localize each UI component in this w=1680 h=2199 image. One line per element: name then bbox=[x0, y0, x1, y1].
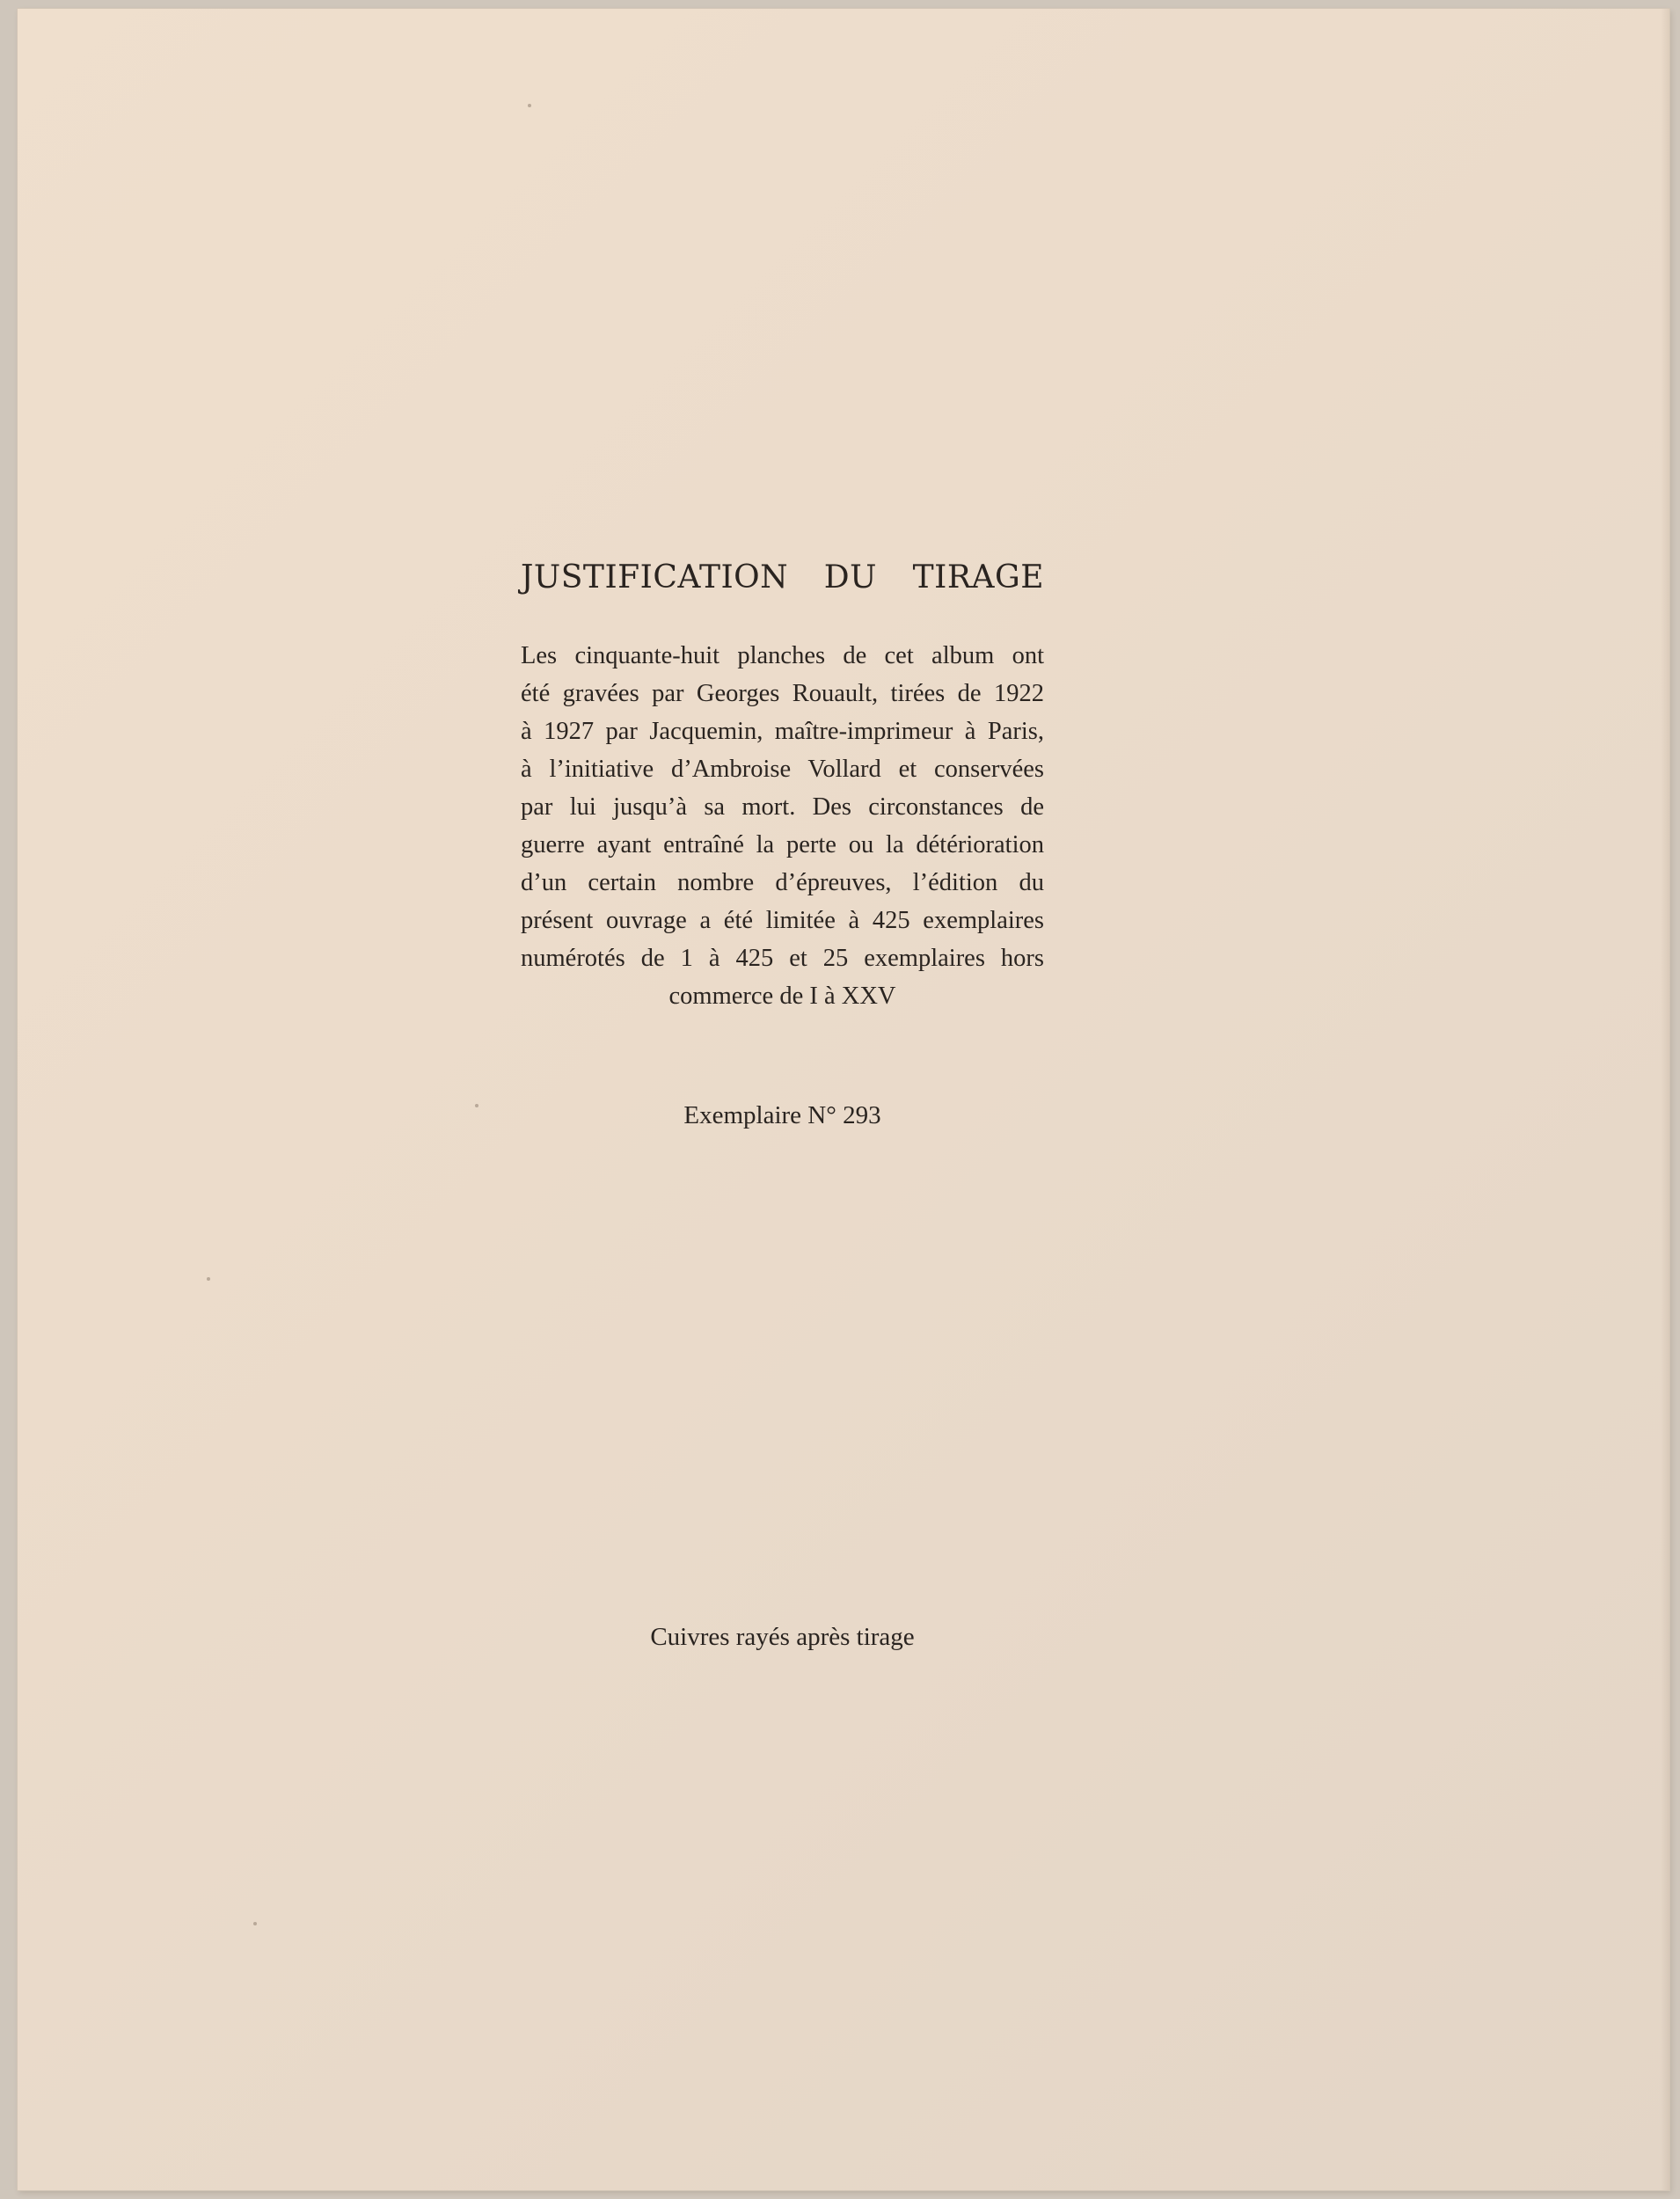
paragraph-line: à l’initiative d’Ambroise Vollard et conservées bbox=[521, 756, 1044, 783]
paragraph-line: à 1927 par Jacquemin, maître-imprimeur à Paris, bbox=[521, 718, 1044, 745]
paragraph-line: commerce de I à XXV bbox=[668, 983, 896, 1010]
copy-number: Exemplaire N° 293 bbox=[683, 1101, 881, 1129]
justification-paragraph bbox=[521, 637, 1044, 1015]
paragraph-line: guerre ayant entraîné la perte ou la détérioration bbox=[521, 831, 1044, 858]
document-title: JUSTIFICATION DU TIRAGE bbox=[521, 559, 1044, 595]
paragraph-line: par lui jusqu’à sa mort. Des circonstances de bbox=[521, 793, 1044, 821]
plates-note: Cuivres rayés après tirage bbox=[650, 1623, 915, 1651]
paper-speck bbox=[475, 1104, 478, 1107]
paragraph-line: d’un certain nombre d’épreuves, l’édition du bbox=[521, 869, 1044, 896]
paper-sheet bbox=[18, 9, 1669, 2190]
paper-speck bbox=[528, 104, 531, 107]
paragraph-line: présent ouvrage a été limitée à 425 exemplaires bbox=[521, 907, 1044, 934]
justification-block bbox=[521, 554, 1044, 1015]
paragraph-line: Les cinquante-huit planches de cet album ont bbox=[521, 642, 1044, 669]
paragraph-line: numérotés de 1 à 425 et 25 exemplaires hors bbox=[521, 945, 1044, 972]
paragraph-line: été gravées par Georges Rouault, tirées de 1922 bbox=[521, 680, 1044, 707]
paper-speck bbox=[253, 1922, 257, 1925]
paper-speck bbox=[207, 1277, 210, 1281]
